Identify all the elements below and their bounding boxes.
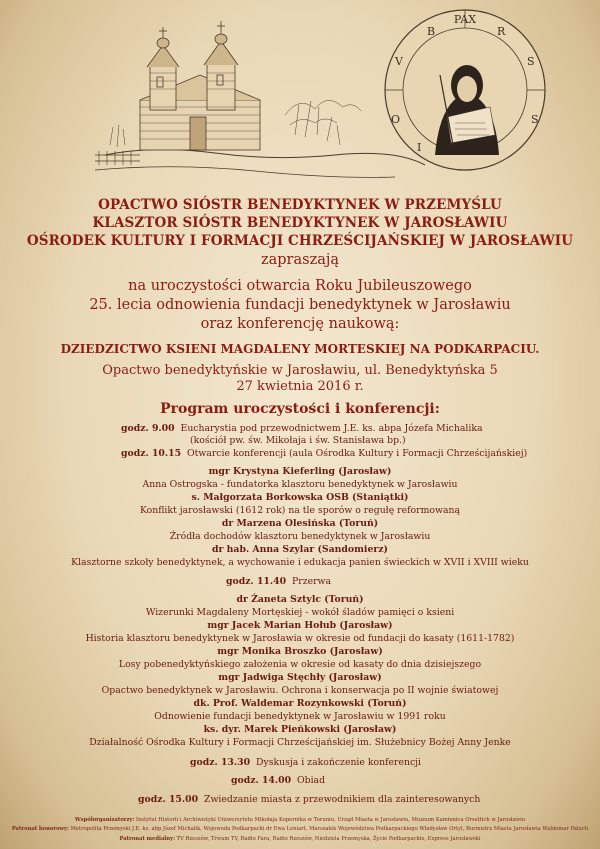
lecture-title: Klasztorne szkoły benedyktynek, a wychowanie i edukacja panien świeckich w XVII i XVIII wieku — [71, 557, 529, 568]
footer-media: Patronat medialny: TV Rzeszów, Trwam TV, Radio Fara, Radio Rzeszów, Niedziela Przemyska, Życie Podkarpackie, Express Jarosławski — [119, 836, 481, 842]
program-title: Program uroczystości i konferencji: — [160, 401, 440, 417]
text: Obiad — [297, 775, 326, 786]
conference-theme: DZIEDZICTWO KSIENI MAGDALENY MORTESKIEJ NA PODKARPACIU. — [60, 342, 540, 356]
intro-line-3: oraz konferencję naukową: — [200, 316, 400, 332]
lecture-title: Losy pobenedyktyńskiego założenia w okresie od kasaty do dnia dzisiejszego — [118, 659, 482, 670]
time: godz. 11.40 — [226, 576, 287, 587]
time: godz. 10.15 — [121, 448, 182, 459]
speaker-name: dr hab. Anna Szylar (Sandomierz) — [212, 544, 388, 555]
lecture-title: Opactwo benedyktynek w Jarosławiu. Ochrona i konserwacja po II wojnie światowej — [101, 685, 499, 696]
lecture-title: Źródła dochodów klasztoru benedyktynek w Jarosławiu — [169, 531, 431, 542]
lecture-title: Wizerunki Magdaleny Mortęskiej - wokół śladów pamięci o ksieni — [145, 607, 455, 618]
church-engraving-icon — [95, 5, 565, 195]
speaker-name: mgr Monika Broszko (Jarosław) — [217, 646, 383, 657]
intro-line-1: na uroczystości otwarcia Roku Jubileuszowego — [128, 278, 472, 294]
header-line-3: OŚRODEK KULTURY I FORMACJI CHRZEŚCIJAŃSKIEJ W JAROSŁAWIU — [26, 233, 574, 249]
lecture-title: Historia klasztoru benedyktynek w Jarosławia w okresie od fundacji do kasaty (1611-1782) — [85, 633, 515, 644]
speaker-name: dr Marzena Olesińska (Toruń) — [221, 518, 379, 529]
header-line-1: OPACTWO SIÓSTR BENEDYKTYNEK W PRZEMYŚLU — [98, 197, 502, 213]
event-date: 27 kwietnia 2016 r. — [236, 379, 364, 394]
svg-text:V: V — [395, 55, 403, 68]
footer-honorary: Patronat honorowy: Metropolita Przemyski J.E. ks. abp Józef Michalik, Wojewoda Podkarpacki dr Ewa Leniart, Marszałek Województwa Podkarpackiego Władysław Ortyl, Burmistrz Miasta Jarosławia Waldemar Paluch — [11, 826, 589, 832]
intro-line-2: 25. lecia odnowienia fundacji benedyktynek w Jarosławiu — [89, 297, 511, 313]
event-place: Opactwo benedyktyńskie w Jarosławiu, ul. Benedyktyńska 5 — [102, 363, 498, 378]
schedule-item — [190, 757, 421, 768]
text: Eucharystia pod przewodnictwem J.E. ks. abpa Józefa Michalika — [180, 423, 483, 434]
speaker-name: mgr Jadwiga Stęchły (Jarosław) — [218, 672, 382, 683]
time: godz. 9.00 — [121, 423, 175, 434]
speaker-name: ks. dyr. Marek Pieńkowski (Jarosław) — [203, 724, 397, 735]
schedule-item-cont: (kościół pw. św. Mikołaja i św. Stanisława bp.) — [190, 435, 406, 446]
speaker-name: mgr Jacek Marian Hołub (Jarosław) — [207, 620, 393, 631]
speaker-name: dk. Prof. Waldemar Rozynkowski (Toruń) — [193, 698, 407, 709]
benedictine-seal-icon — [385, 10, 545, 170]
footer-organizers: Współorganizatorzy: Instytut Historii i Archiwistyki Uniwersytetu Mikołaja Kopernika w Toruniu, Urząd Miasta w Jarosławiu, Muzeum Kamienica Orsettich w Jarosławiu — [74, 817, 526, 823]
header-line-2: KLASZTOR SIÓSTR BENEDYKTYNEK W JAROSŁAWIU — [92, 215, 508, 231]
time: godz. 14.00 — [231, 775, 292, 786]
schedule-item — [138, 794, 480, 805]
text: Zwiedzanie miasta z przewodnikiem dla zainteresowanych — [204, 794, 481, 805]
schedule-item — [231, 775, 325, 786]
svg-text:S: S — [531, 113, 539, 126]
svg-text:B: B — [427, 25, 436, 38]
svg-text:S: S — [527, 55, 535, 68]
time: godz. 13.30 — [190, 757, 251, 768]
schedule-item — [121, 423, 483, 434]
text: Dyskusja i zakończenie konferencji — [256, 757, 422, 768]
time: godz. 15.00 — [138, 794, 199, 805]
svg-text:O: O — [391, 113, 401, 126]
svg-text:I: I — [417, 141, 422, 154]
speaker-name: s. Małgorzata Borkowska OSB (Staniątki) — [191, 492, 409, 503]
text: Przerwa — [292, 576, 332, 587]
speaker-name: dr Żaneta Sztylc (Toruń) — [236, 594, 364, 605]
speaker-name: mgr Krystyna Kieferling (Jarosław) — [208, 466, 392, 477]
svg-text:R: R — [497, 25, 506, 38]
lecture-title: Działalność Ośrodka Kultury i Formacji Chrześcijańskiej im. Służebnicy Bożej Anny Jenke — [89, 737, 511, 748]
svg-text:PAX: PAX — [453, 13, 477, 26]
invite-word: zapraszają — [260, 252, 339, 268]
lecture-title: Odnowienie fundacji benedyktynek w Jarosławiu w 1991 roku — [154, 711, 446, 722]
lecture-title: Konflikt jarosławski (1612 rok) na tle sporów o regułę reformowaną — [139, 505, 461, 516]
text: Otwarcie konferencji (aula Ośrodka Kultury i Formacji Chrześcijańskiej) — [187, 448, 528, 459]
schedule-item — [121, 448, 527, 459]
schedule-item — [226, 576, 331, 587]
lecture-title: Anna Ostrogska - fundatorka klasztoru benedyktynek w Jarosławiu — [142, 479, 458, 490]
